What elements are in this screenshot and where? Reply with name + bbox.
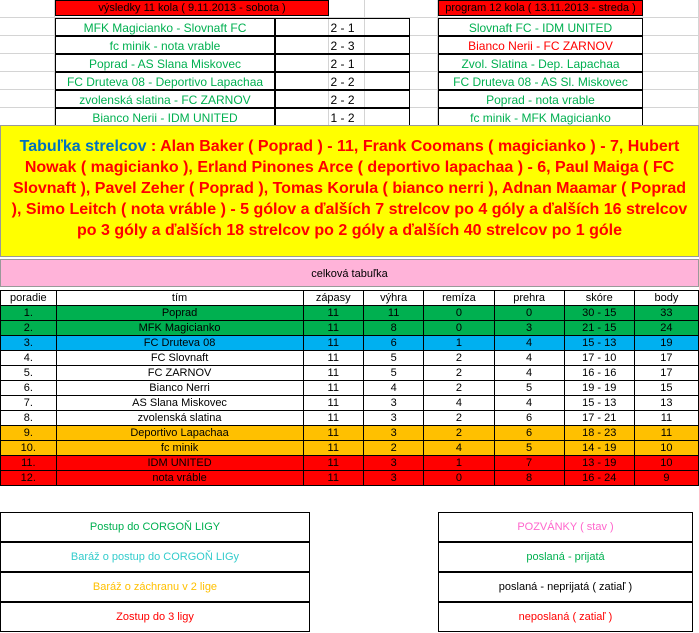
grid-cell — [643, 54, 699, 72]
standings-cell: 11 — [303, 321, 363, 336]
standings-cell: 0 — [424, 321, 494, 336]
legend-right-item: poslaná - neprijatá ( zatiaľ ) — [438, 572, 693, 602]
column-header: prehra — [494, 291, 564, 306]
standings-cell: 3 — [363, 411, 423, 426]
standings-cell: 4 — [424, 396, 494, 411]
standings-cell: 11 — [303, 426, 363, 441]
result-match: MFK Magicianko - Slovnaft FC — [55, 18, 275, 36]
standings-cell: 7 — [494, 456, 564, 471]
column-header: tím — [56, 291, 303, 306]
standings-cell: 11 — [303, 336, 363, 351]
standings-cell: 17 - 21 — [564, 411, 634, 426]
program-header: program 12 kola ( 13.11.2013 - streda ) — [438, 0, 643, 16]
standings-cell: 2 — [424, 411, 494, 426]
standings-row — [1, 456, 699, 471]
standings-header-row — [1, 291, 699, 306]
program-match: Slovnaft FC - IDM UNITED — [438, 18, 643, 36]
standings-cell: 15 - 13 — [564, 336, 634, 351]
results-header: výsledky 11 kola ( 9.11.2013 - sobota ) — [55, 0, 329, 16]
standings-cell: 6 — [363, 336, 423, 351]
program-match: Bianco Nerii - FC ZARNOV — [438, 36, 643, 54]
standings-cell: Poprad — [56, 306, 303, 321]
standings-row — [1, 306, 699, 321]
standings-cell: 2 — [363, 441, 423, 456]
standings-title: celková tabuľka — [0, 259, 699, 287]
standings-cell: 7. — [1, 396, 57, 411]
standings-cell: 11 — [303, 351, 363, 366]
standings-cell: 11 — [303, 381, 363, 396]
legend-left-item: Zostup do 3 ligy — [0, 602, 310, 632]
standings-cell: 33 — [634, 306, 698, 321]
standings-cell: 17 - 10 — [564, 351, 634, 366]
grid-cell — [365, 0, 438, 18]
standings-cell: MFK Magicianko — [56, 321, 303, 336]
standings-cell: 4 — [363, 381, 423, 396]
standings-row — [1, 396, 699, 411]
standings-cell: 5 — [363, 351, 423, 366]
scorers-text: : Alan Baker ( Poprad ) - 11, Frank Coomans ( magicianko ) - 7, Hubert Nowak ( magicianko ), Erland Pinones Arce ( deportivo lapachaa ) - 6, Paul Maiga ( FC Slovnaft ), Pavel Zeher ( Poprad ), Tomas Korula ( bianco nerri ), Adnan Maamar ( Poprad ), Simo Leitch ( nota vráble ) - 5 gólov a ďalších 7 strelcov po 4 góly a ďalších 16 strelcov po 3 góly a ďalších 18 strelcov po 2 góly a ďalších 40 strelcov po 1 góle — [11, 138, 688, 239]
legend-right-item: neposlaná ( zatiaľ ) — [438, 602, 693, 632]
standings-cell: 5 — [494, 381, 564, 396]
standings-cell: 1. — [1, 306, 57, 321]
grid-cell — [0, 36, 55, 54]
standings-row — [1, 366, 699, 381]
standings-row — [1, 336, 699, 351]
standings-row — [1, 441, 699, 456]
standings-cell: 8 — [363, 321, 423, 336]
standings-cell: 13 - 19 — [564, 456, 634, 471]
standings-cell: 13 — [634, 396, 698, 411]
standings-cell: 11 — [303, 441, 363, 456]
standings-cell: 3. — [1, 336, 57, 351]
standings-cell: 10 — [634, 456, 698, 471]
result-match: FC Druteva 08 - Deportivo Lapachaa — [55, 72, 275, 90]
standings-cell: 12. — [1, 471, 57, 486]
standings-cell: 3 — [363, 396, 423, 411]
standings-cell: 15 - 13 — [564, 396, 634, 411]
standings-cell: 21 - 15 — [564, 321, 634, 336]
standings-cell: AS Slana Miskovec — [56, 396, 303, 411]
standings-cell: 11 — [303, 306, 363, 321]
standings-row — [1, 426, 699, 441]
standings-cell: 4 — [494, 351, 564, 366]
legend-left-item: Baráž o záchranu v 2 lige — [0, 572, 310, 602]
legend-right-item: POZVÁNKY ( stav ) — [438, 512, 693, 542]
standings-row — [1, 321, 699, 336]
grid-cell — [0, 108, 55, 126]
standings-cell: 16 - 24 — [564, 471, 634, 486]
grid-cell — [0, 0, 55, 18]
grid-cell — [0, 90, 55, 108]
standings-cell: 19 — [634, 336, 698, 351]
standings-cell: 24 — [634, 321, 698, 336]
standings-cell: 5 — [363, 366, 423, 381]
standings-cell: 2 — [424, 381, 494, 396]
standings-cell: 9 — [634, 471, 698, 486]
standings-cell: 17 — [634, 366, 698, 381]
standings-cell: zvolenská slatina — [56, 411, 303, 426]
standings-cell: 3 — [363, 426, 423, 441]
standings-cell: 4 — [494, 366, 564, 381]
standings-cell: 2 — [424, 366, 494, 381]
result-score: 2 - 3 — [275, 36, 410, 54]
program-match: Zvol. Slatina - Dep. Lapachaa — [438, 54, 643, 72]
standings-cell: 8 — [494, 471, 564, 486]
grid-cell — [643, 36, 699, 54]
standings-cell: 2 — [424, 351, 494, 366]
top-scorers-box — [0, 125, 699, 257]
standings-cell: 10 — [634, 441, 698, 456]
legend-right-item: poslaná - prijatá — [438, 542, 693, 572]
result-match: Bianco Nerii - IDM UNITED — [55, 108, 275, 126]
standings-cell: 3 — [494, 321, 564, 336]
standings-cell: 3 — [363, 471, 423, 486]
standings-cell: 11 — [303, 396, 363, 411]
grid-cell — [643, 18, 699, 36]
result-score: 2 - 2 — [275, 90, 410, 108]
standings-cell: 17 — [634, 351, 698, 366]
standings-cell: 1 — [424, 336, 494, 351]
scorers-label: Tabuľka strelcov — [19, 138, 147, 155]
standings-cell: 30 - 15 — [564, 306, 634, 321]
standings-row — [1, 471, 699, 486]
standings-cell: 2. — [1, 321, 57, 336]
standings-cell: 4 — [494, 336, 564, 351]
grid-cell — [643, 0, 699, 18]
grid-cell — [643, 72, 699, 90]
column-header: poradie — [1, 291, 57, 306]
standings-cell: 1 — [424, 456, 494, 471]
standings-cell: 11. — [1, 456, 57, 471]
legend-left-item: Baráž o postup do CORGOŇ LIGy — [0, 542, 310, 572]
column-header: body — [634, 291, 698, 306]
result-match: fc minik - nota vrable — [55, 36, 275, 54]
result-match: Poprad - AS Slana Miskovec — [55, 54, 275, 72]
grid-cell — [0, 18, 55, 36]
grid-cell — [643, 108, 699, 126]
standings-table — [0, 290, 699, 486]
grid-cell — [643, 90, 699, 108]
program-match: FC Druteva 08 - AS Sl. Miskovec — [438, 72, 643, 90]
standings-cell: 10. — [1, 441, 57, 456]
standings-row — [1, 381, 699, 396]
result-match: zvolenská slatina - FC ZARNOV — [55, 90, 275, 108]
standings-cell: 11 — [303, 366, 363, 381]
standings-cell: Deportivo Lapachaa — [56, 426, 303, 441]
result-score: 2 - 1 — [275, 18, 410, 36]
standings-cell: 8. — [1, 411, 57, 426]
standings-cell: 6 — [494, 426, 564, 441]
grid-cell — [329, 0, 365, 18]
standings-cell: IDM UNITED — [56, 456, 303, 471]
standings-cell: FC ZARNOV — [56, 366, 303, 381]
standings-cell: Bianco Nerri — [56, 381, 303, 396]
standings-cell: 6. — [1, 381, 57, 396]
standings-cell: fc minik — [56, 441, 303, 456]
standings-cell: 0 — [494, 306, 564, 321]
standings-cell: 6 — [494, 411, 564, 426]
standings-cell: 11 — [303, 471, 363, 486]
standings-cell: 0 — [424, 471, 494, 486]
standings-cell: 9. — [1, 426, 57, 441]
standings-row — [1, 351, 699, 366]
standings-row — [1, 411, 699, 426]
legend-left-item: Postup do CORGOŇ LIGY — [0, 512, 310, 542]
standings-cell: 2 — [424, 426, 494, 441]
standings-cell: 15 — [634, 381, 698, 396]
program-match: fc minik - MFK Magicianko — [438, 108, 643, 126]
standings-cell: 11 — [363, 306, 423, 321]
result-score: 2 - 2 — [275, 72, 410, 90]
result-score: 1 - 2 — [275, 108, 410, 126]
standings-cell: 4. — [1, 351, 57, 366]
standings-cell: 4 — [424, 441, 494, 456]
standings-cell: 3 — [363, 456, 423, 471]
grid-cell — [0, 54, 55, 72]
standings-cell: nota vráble — [56, 471, 303, 486]
standings-cell: 14 - 19 — [564, 441, 634, 456]
standings-cell: FC Slovnaft — [56, 351, 303, 366]
result-score: 2 - 1 — [275, 54, 410, 72]
column-header: remíza — [424, 291, 494, 306]
standings-cell: 18 - 23 — [564, 426, 634, 441]
standings-cell: 0 — [424, 306, 494, 321]
standings-cell: 16 - 16 — [564, 366, 634, 381]
column-header: výhra — [363, 291, 423, 306]
column-header: skóre — [564, 291, 634, 306]
standings-cell: 19 - 19 — [564, 381, 634, 396]
standings-cell: 5. — [1, 366, 57, 381]
standings-cell: 11 — [634, 411, 698, 426]
column-header: zápasy — [303, 291, 363, 306]
standings-cell: 11 — [303, 411, 363, 426]
standings-cell: FC Druteva 08 — [56, 336, 303, 351]
program-match: Poprad - nota vrable — [438, 90, 643, 108]
grid-cell — [0, 72, 55, 90]
standings-cell: 5 — [494, 441, 564, 456]
standings-cell: 11 — [634, 426, 698, 441]
standings-cell: 4 — [494, 396, 564, 411]
standings-cell: 11 — [303, 456, 363, 471]
